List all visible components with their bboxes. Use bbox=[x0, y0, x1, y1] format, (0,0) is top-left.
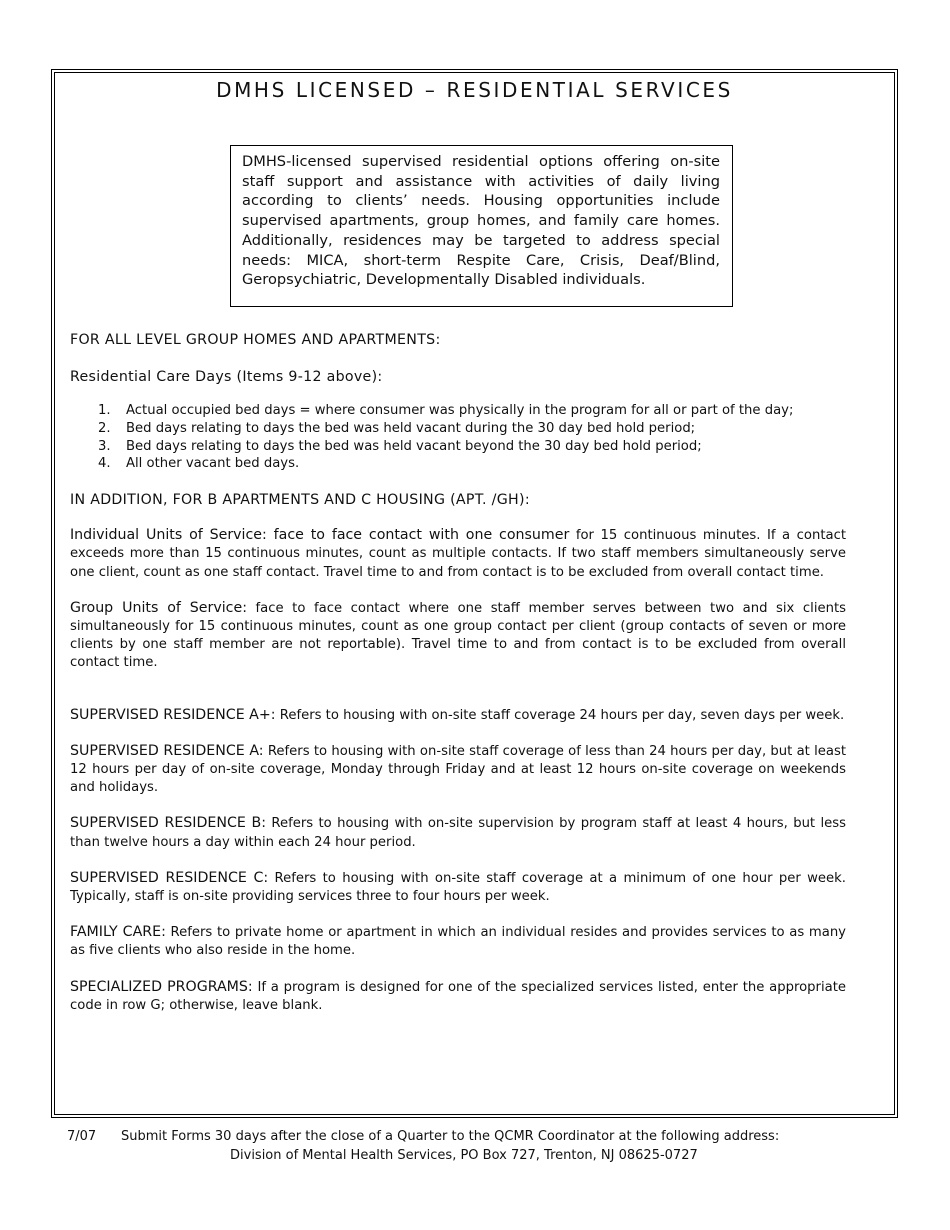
definition-residence-a-plus bbox=[70, 706, 846, 725]
definition-text: If a program is designed for one of the specialized services listed, enter the appropriate code in row G; otherwise, leave blank. bbox=[70, 979, 847, 1013]
definition-term: FAMILY CARE: bbox=[70, 924, 166, 941]
definition-residence-a bbox=[70, 742, 846, 798]
individual-units-lead: Individual Units of Service: face to face contact with one consumer bbox=[70, 527, 570, 544]
list-number: 3. bbox=[98, 438, 111, 454]
definition-term: SPECIALIZED PROGRAMS: bbox=[70, 978, 253, 995]
definition-text: Refers to private home or apartment in which an individual resides and provides services to as many as five clients who also reside in the home. bbox=[70, 925, 846, 959]
list-item bbox=[70, 438, 846, 456]
definition-text: Refers to housing with on-site supervision by program staff at least 4 hours, but less than twelve hours a day within each 24 hour period. bbox=[70, 816, 846, 850]
list-text: Bed days relating to days the bed was held vacant beyond the 30 day bed hold period; bbox=[126, 438, 702, 454]
list-number: 4. bbox=[98, 456, 111, 472]
footer-address: Division of Mental Health Services, PO Box 727, Trenton, NJ 08625-0727 bbox=[230, 1148, 698, 1163]
definition-text: Refers to housing with on-site staff coverage 24 hours per day, seven days per week. bbox=[275, 707, 845, 723]
list-number: 1. bbox=[98, 403, 111, 418]
care-days-heading: Residential Care Days (Items 9-12 above): bbox=[70, 369, 383, 385]
intro-box bbox=[230, 145, 733, 307]
definition-term: SUPERVISED RESIDENCE C: bbox=[70, 869, 269, 886]
definition-specialized-programs bbox=[70, 978, 846, 1015]
definition-text: Refers to housing with on-site staff coverage at a minimum of one hour per week. Typically, staff is on-site providing services three to four hours per week. bbox=[70, 870, 846, 905]
list-text: All other vacant bed days. bbox=[126, 456, 300, 472]
group-units-text: face to face contact where one staff member serves between two and six clients simultaneously for 15 continuous minutes, count as one group contact per client (group contacts of seven or more clients by one staff member are not reportable). Travel time to and from contact is to be excluded from overall contact time. bbox=[70, 600, 846, 671]
care-days-list bbox=[70, 402, 846, 473]
section-heading-all-levels: FOR ALL LEVEL GROUP HOMES AND APARTMENTS: bbox=[70, 332, 441, 348]
group-units-paragraph bbox=[70, 599, 846, 673]
individual-units-text: for 15 continuous minutes. If a contact exceeds more than 15 continuous minutes, count as multiple contacts. If two staff members simultaneously serve one client, count as one staff contact. Travel time to and from contact is to be excluded from overall contact time. bbox=[70, 528, 846, 580]
list-item bbox=[70, 402, 846, 420]
definition-residence-c bbox=[70, 869, 846, 906]
list-number: 2. bbox=[98, 420, 111, 436]
section-heading-b-c: IN ADDITION, FOR B APARTMENTS AND C HOUSING (APT. /GH): bbox=[70, 492, 530, 509]
form-date: 7/07 bbox=[67, 1129, 97, 1144]
list-item bbox=[70, 455, 846, 473]
definition-residence-b bbox=[70, 814, 846, 851]
list-text: Actual occupied bed days = where consumer was physically in the program for all or part of the day; bbox=[126, 403, 794, 418]
footer-submit-text: Submit Forms 30 days after the close of a Quarter to the QCMR Coordinator at the following address: bbox=[121, 1129, 780, 1144]
list-item bbox=[70, 420, 846, 438]
definition-family-care bbox=[70, 923, 846, 960]
definition-text: Refers to housing with on-site staff coverage of less than 24 hours per day, but at least 12 hours per day of on-site coverage, Monday through Friday and at least 12 hours on-site coverage on weekends and holidays. bbox=[70, 743, 846, 796]
list-text: Bed days relating to days the bed was held vacant during the 30 day bed hold period; bbox=[126, 420, 696, 436]
definition-term: SUPERVISED RESIDENCE B: bbox=[70, 815, 267, 832]
definition-term: SUPERVISED RESIDENCE A: bbox=[70, 742, 264, 759]
intro-text: DMHS-licensed supervised residential options offering on-site staff support and assistance with activities of daily living according to clients’ needs. Housing opportunities include supervised apartments, group homes, and family care homes. Additionally, residences may be targeted to address special needs: MICA, short-term Respite Care, Crisis, Deaf/Blind, Geropsychiatric, Developmentally Disabled individuals. bbox=[242, 153, 720, 289]
main-content bbox=[70, 331, 846, 1015]
group-units-lead: Group Units of Service: bbox=[70, 599, 247, 616]
page-footer bbox=[67, 1127, 897, 1165]
individual-units-paragraph bbox=[70, 526, 846, 582]
definition-term: SUPERVISED RESIDENCE A+: bbox=[70, 706, 276, 723]
page-title: DMHS LICENSED – RESIDENTIAL SERVICES bbox=[216, 78, 733, 102]
